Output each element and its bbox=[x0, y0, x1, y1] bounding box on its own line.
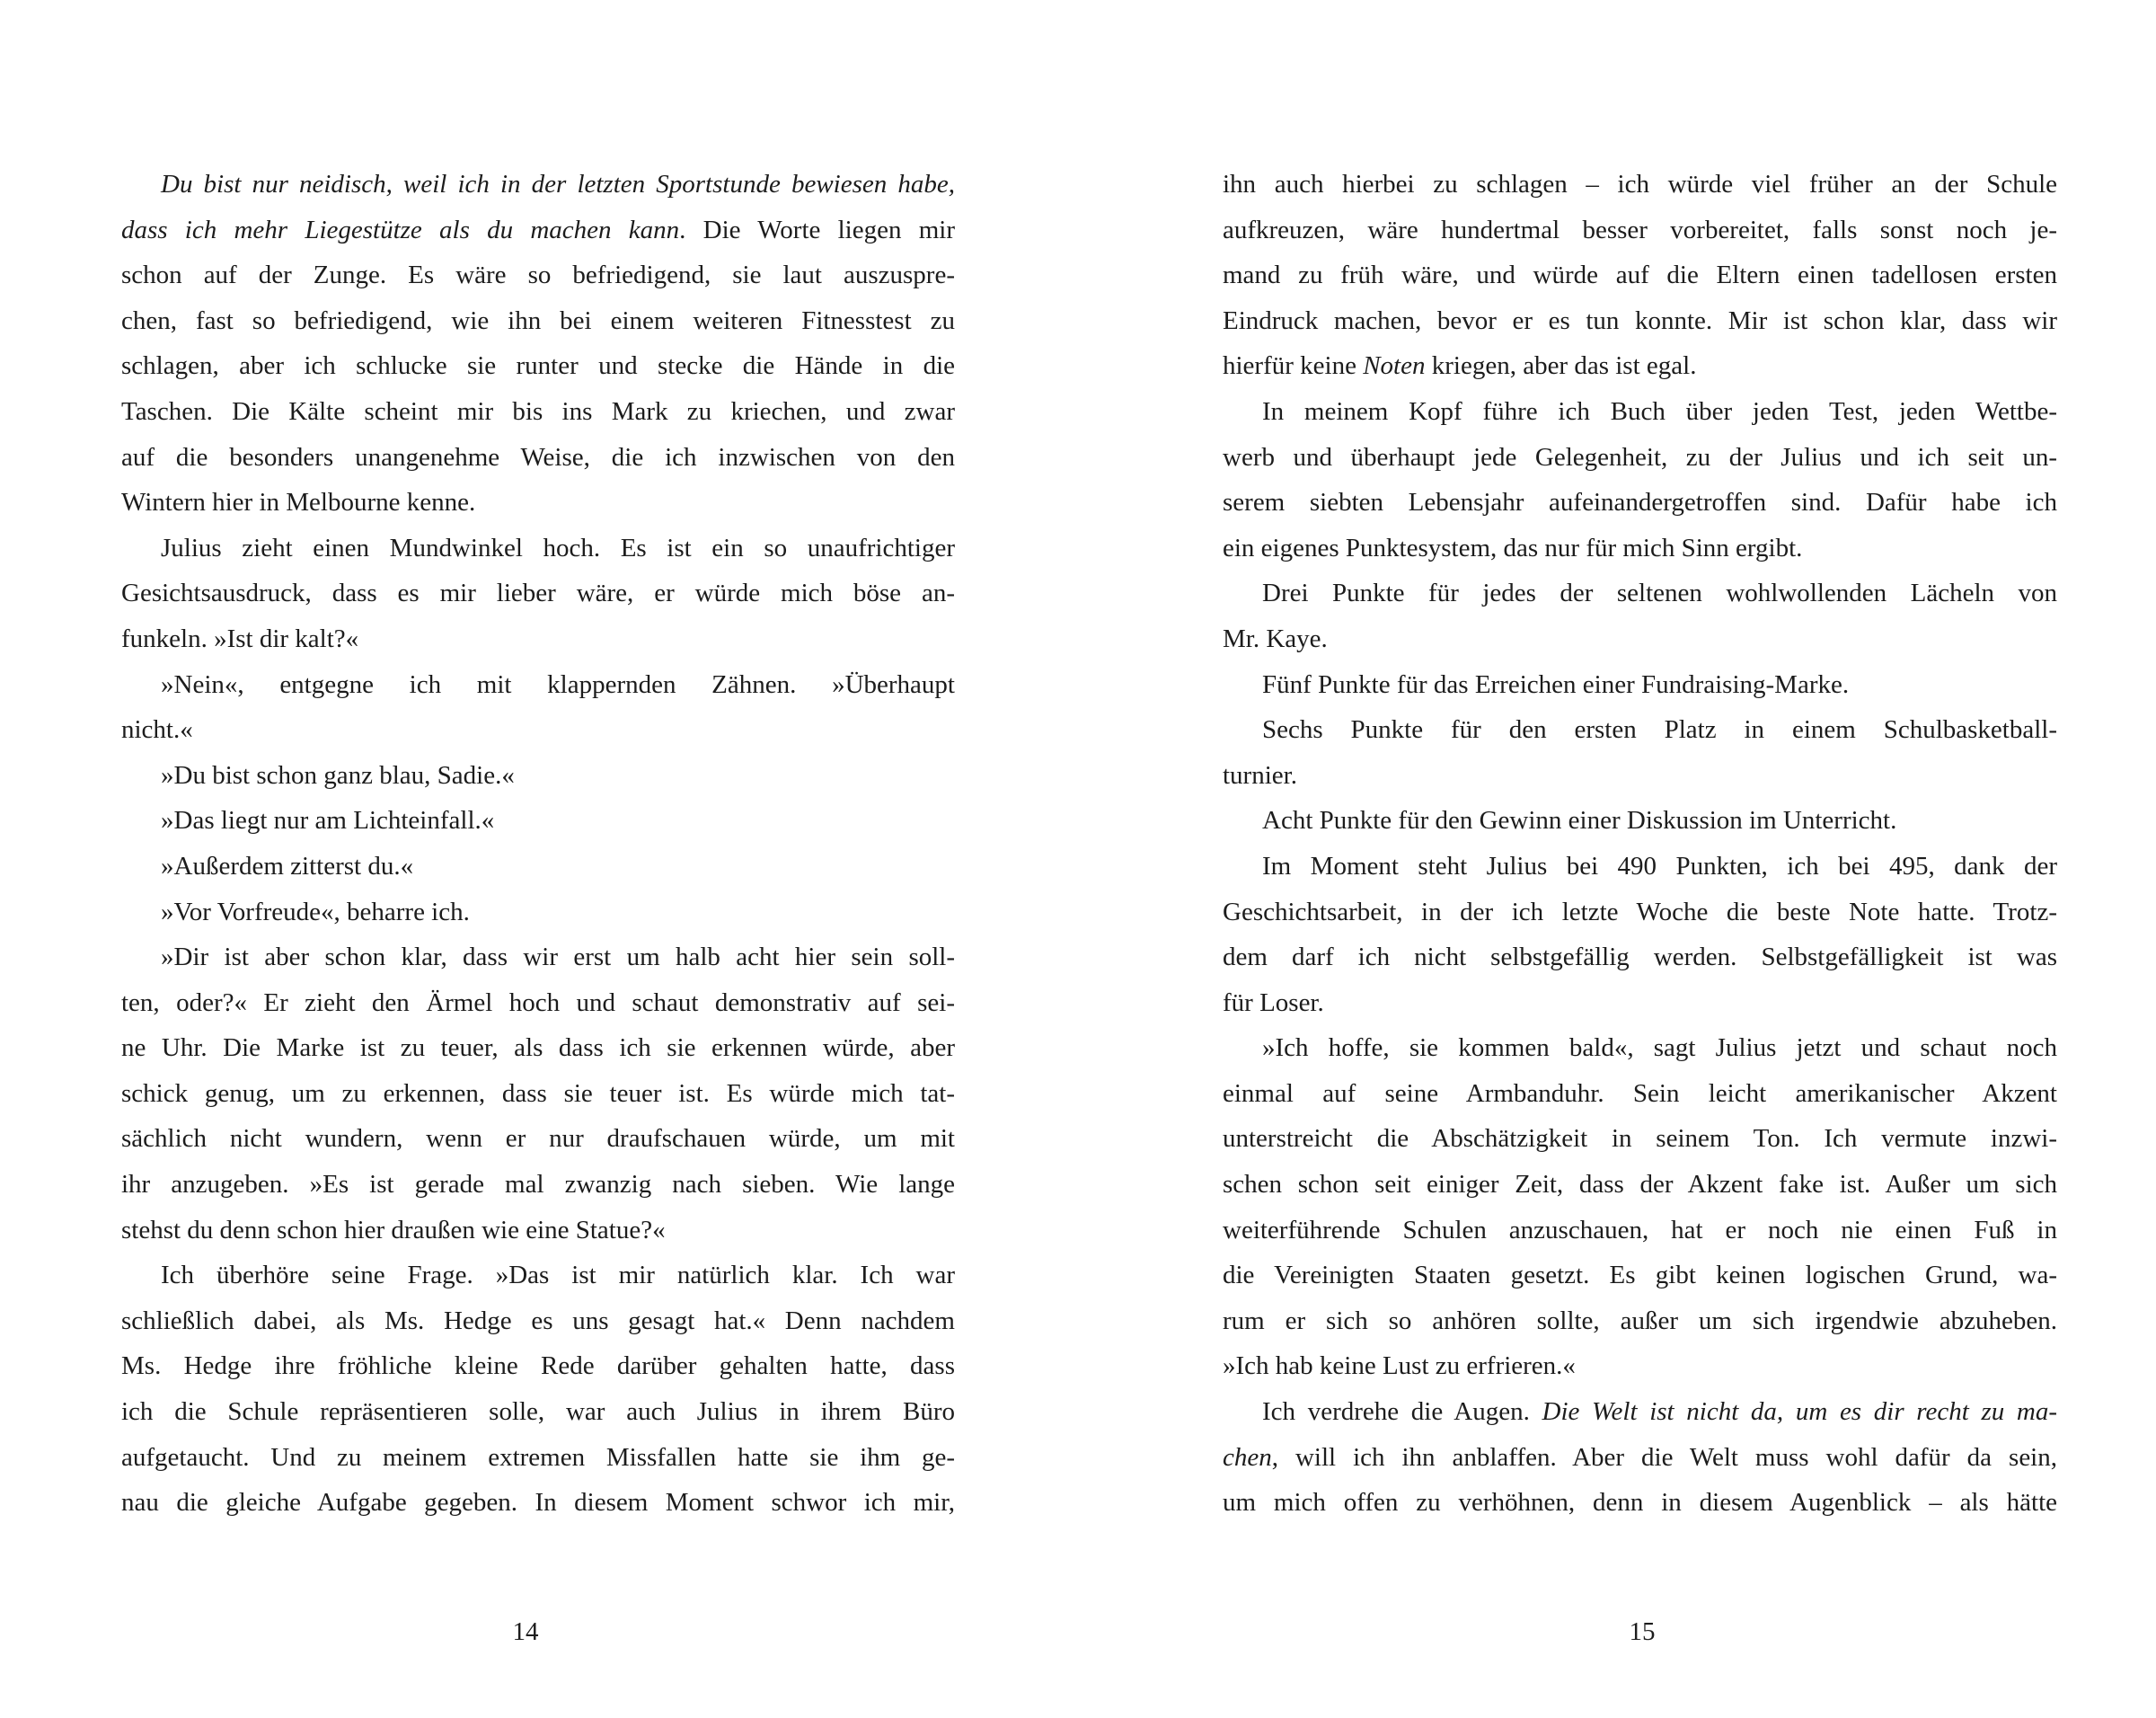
text-line bbox=[1223, 208, 2057, 253]
text-run: werb und überhaupt jede Gelegenheit, zu der Julius und ich seit un- bbox=[1223, 442, 2057, 472]
italic-text: Noten bbox=[1363, 351, 1426, 381]
text-line bbox=[1223, 616, 2057, 662]
text-line bbox=[1223, 571, 2057, 616]
text-run: mand zu früh wäre, und würde auf die Eltern einen tadellosen ersten bbox=[1223, 261, 2057, 290]
text-line bbox=[121, 934, 955, 980]
text-run: ihr anzugeben. »Es ist gerade mal zwanzig nach sieben. Wie lange bbox=[121, 1170, 955, 1200]
text-run: rum er sich so anhören sollte, außer um sich irgendwie abzuheben. bbox=[1223, 1306, 2057, 1335]
text-run: einmal auf seine Armbanduhr. Sein leicht amerikanischer Akzent bbox=[1223, 1078, 2057, 1108]
right-page-text bbox=[1223, 162, 2057, 1526]
text-line bbox=[1223, 298, 2057, 344]
text-line bbox=[121, 1025, 955, 1071]
text-run: , will ich ihn anblaffen. Aber die Welt muss wohl dafür da sein, bbox=[1271, 1442, 2057, 1472]
text-line bbox=[121, 890, 955, 935]
text-run: Sechs Punkte für den ersten Platz in einem Schulbasketball- bbox=[1262, 715, 2057, 745]
text-line bbox=[1223, 1480, 2057, 1526]
left-page-text bbox=[121, 162, 955, 1526]
text-run: schlagen, aber ich schlucke sie runter und stecke die Hände in die bbox=[121, 351, 955, 381]
text-line bbox=[121, 1480, 955, 1526]
text-line bbox=[121, 1208, 955, 1253]
text-run: funkeln. »Ist dir kalt?« bbox=[121, 624, 359, 653]
text-run: aufkreuzen, wäre hundertmal besser vorbereitet, falls sonst noch je- bbox=[1223, 215, 2057, 244]
text-run: stehst du denn schon hier draußen wie eine Statue?« bbox=[121, 1215, 666, 1244]
text-line bbox=[1223, 1435, 2057, 1481]
text-run: »Dir ist aber schon klar, dass wir erst um halb acht hier sein soll- bbox=[161, 943, 955, 972]
text-run: ten, oder?« Er zieht den Ärmel hoch und schaut demonstrativ auf sei- bbox=[121, 987, 955, 1017]
text-line bbox=[1223, 1343, 2057, 1389]
text-line bbox=[121, 162, 955, 208]
text-line bbox=[1223, 798, 2057, 844]
text-run: kriegen, aber das ist egal. bbox=[1425, 351, 1697, 381]
text-run: ihn auch hierbei zu schlagen – ich würde viel früher an der Schule bbox=[1223, 170, 2057, 199]
text-line bbox=[1223, 1298, 2057, 1344]
text-run: Ich überhöre seine Frage. »Das ist mir natürlich klar. Ich war bbox=[161, 1261, 955, 1290]
text-run: Taschen. Die Kälte scheint mir bis ins Mark zu kriechen, und zwar bbox=[121, 396, 955, 426]
text-line bbox=[121, 389, 955, 435]
text-run: »Ich hab keine Lust zu erfrieren.« bbox=[1223, 1351, 1576, 1381]
text-line bbox=[1223, 890, 2057, 935]
text-line bbox=[121, 662, 955, 708]
text-line bbox=[1223, 1025, 2057, 1071]
text-line bbox=[1223, 1208, 2057, 1253]
text-run: Gesichtsausdruck, dass es mir lieber wäre, er würde mich böse an- bbox=[121, 579, 955, 608]
text-run: Ich verdrehe die Augen. bbox=[1262, 1397, 1542, 1427]
text-line bbox=[121, 571, 955, 616]
text-run: Fünf Punkte für das Erreichen einer Fundraising-Marke. bbox=[1262, 669, 1850, 699]
text-run: Drei Punkte für jedes der seltenen wohlwollenden Lächeln von bbox=[1262, 579, 2057, 608]
text-line bbox=[121, 1343, 955, 1389]
text-line bbox=[121, 753, 955, 799]
text-line bbox=[121, 1298, 955, 1344]
text-run: »Du bist schon ganz blau, Sadie.« bbox=[161, 760, 515, 790]
text-run: Acht Punkte für den Gewinn einer Diskussion im Unterricht. bbox=[1262, 806, 1897, 836]
text-run: »Ich hoffe, sie kommen bald«, sagt Julius jetzt und schaut noch bbox=[1262, 1033, 2057, 1063]
text-run: nicht.« bbox=[121, 715, 193, 745]
text-line bbox=[1223, 1071, 2057, 1117]
text-run: schen schon seit einiger Zeit, dass der Akzent fake ist. Außer um sich bbox=[1223, 1170, 2057, 1200]
text-line bbox=[121, 526, 955, 571]
text-run: »Vor Vorfreude«, beharre ich. bbox=[161, 897, 470, 926]
text-line bbox=[121, 208, 955, 253]
text-line bbox=[121, 616, 955, 662]
text-line bbox=[121, 980, 955, 1026]
text-line bbox=[121, 707, 955, 753]
text-line bbox=[1223, 844, 2057, 890]
text-run: »Das liegt nur am Lichteinfall.« bbox=[161, 806, 495, 836]
text-line bbox=[1223, 435, 2057, 481]
text-run: serem siebten Lebensjahr aufeinandergetroffen sind. Dafür habe ich bbox=[1223, 488, 2057, 518]
text-run: schon auf der Zunge. Es wäre so befriedigend, sie laut auszuspre- bbox=[121, 261, 955, 290]
text-run: ich die Schule repräsentieren solle, war auch Julius in ihrem Büro bbox=[121, 1397, 955, 1427]
text-line bbox=[121, 1116, 955, 1162]
text-line bbox=[121, 298, 955, 344]
page-number-left: 14 bbox=[512, 1617, 539, 1646]
text-run: Eindruck machen, bevor er es tun konnte. Mir ist schon klar, dass wir bbox=[1223, 306, 2057, 335]
text-line bbox=[1223, 526, 2057, 571]
text-line bbox=[1223, 162, 2057, 208]
text-run: sächlich nicht wundern, wenn er nur draufschauen würde, um mit bbox=[121, 1124, 955, 1154]
text-line bbox=[1223, 934, 2057, 980]
text-line bbox=[1223, 252, 2057, 298]
text-run: Ms. Hedge ihre fröhliche kleine Rede darüber gehalten hatte, dass bbox=[121, 1351, 955, 1381]
text-run: schick genug, um zu erkennen, dass sie teuer ist. Es würde mich tat- bbox=[121, 1078, 955, 1108]
text-line bbox=[121, 435, 955, 481]
text-run: Mr. Kaye. bbox=[1223, 624, 1328, 653]
text-run: unterstreicht die Abschätzigkeit in seinem Ton. Ich vermute inzwi- bbox=[1223, 1124, 2057, 1154]
text-line bbox=[121, 343, 955, 389]
text-run: ein eigenes Punktesystem, das nur für mich Sinn ergibt. bbox=[1223, 533, 1803, 562]
text-line bbox=[1223, 707, 2057, 753]
text-run: die Vereinigten Staaten gesetzt. Es gibt keinen logischen Grund, wa- bbox=[1223, 1261, 2057, 1290]
text-line bbox=[121, 480, 955, 526]
text-line bbox=[1223, 343, 2057, 389]
text-line bbox=[121, 252, 955, 298]
text-run: Wintern hier in Melbourne kenne. bbox=[121, 488, 476, 518]
text-line bbox=[121, 1435, 955, 1481]
text-line bbox=[1223, 662, 2057, 708]
text-run: Geschichtsarbeit, in der ich letzte Woche die beste Note hatte. Trotz- bbox=[1223, 897, 2057, 926]
italic-text: Die Welt ist nicht da, um es dir recht zu ma- bbox=[1542, 1397, 2057, 1427]
text-line bbox=[1223, 389, 2057, 435]
text-run: aufgetaucht. Und zu meinem extremen Missfallen hatte sie ihm ge- bbox=[121, 1442, 955, 1472]
text-run: für Loser. bbox=[1223, 987, 1324, 1017]
text-line bbox=[1223, 1253, 2057, 1298]
text-run: hierfür keine bbox=[1223, 351, 1364, 381]
text-run: schließlich dabei, als Ms. Hedge es uns gesagt hat.« Denn nachdem bbox=[121, 1306, 955, 1335]
text-run: chen, fast so befriedigend, wie ihn bei einem weiteren Fitnesstest zu bbox=[121, 306, 955, 335]
text-run: In meinem Kopf führe ich Buch über jeden Test, jeden Wettbe- bbox=[1262, 396, 2057, 426]
text-line bbox=[121, 1389, 955, 1435]
text-run: »Nein«, entgegne ich mit klappernden Zähnen. »Überhaupt bbox=[161, 669, 955, 699]
text-line bbox=[1223, 1389, 2057, 1435]
text-run: nau die gleiche Aufgabe gegeben. In diesem Moment schwor ich mir, bbox=[121, 1488, 955, 1518]
text-run: um mich offen zu verhöhnen, denn in diesem Augenblick – als hätte bbox=[1223, 1488, 2057, 1518]
text-line bbox=[1223, 1162, 2057, 1208]
text-line bbox=[121, 1253, 955, 1298]
text-run: weiterführende Schulen anzuschauen, hat er noch nie einen Fuß in bbox=[1223, 1215, 2057, 1244]
text-line bbox=[1223, 480, 2057, 526]
text-line bbox=[121, 1162, 955, 1208]
text-run: . Die Worte liegen mir bbox=[679, 215, 955, 244]
text-line bbox=[1223, 1116, 2057, 1162]
italic-text: dass ich mehr Liegestütze als du machen kann bbox=[121, 215, 680, 244]
text-run: turnier. bbox=[1223, 760, 1297, 790]
text-line bbox=[1223, 753, 2057, 799]
text-run: Im Moment steht Julius bei 490 Punkten, ich bei 495, dank der bbox=[1262, 851, 2057, 881]
text-line bbox=[121, 1071, 955, 1117]
text-line bbox=[121, 844, 955, 890]
text-line bbox=[1223, 980, 2057, 1026]
text-run: ne Uhr. Die Marke ist zu teuer, als dass ich sie erkennen würde, aber bbox=[121, 1033, 955, 1063]
text-run: auf die besonders unangenehme Weise, die ich inzwischen von den bbox=[121, 442, 955, 472]
italic-text: Du bist nur neidisch, weil ich in der letzten Sportstunde bewiesen habe, bbox=[161, 170, 955, 199]
text-run: »Außerdem zitterst du.« bbox=[161, 851, 414, 881]
text-run: Julius zieht einen Mundwinkel hoch. Es ist ein so unaufrichtiger bbox=[161, 533, 955, 562]
italic-text: chen bbox=[1223, 1442, 1272, 1472]
text-line bbox=[121, 798, 955, 844]
text-run: dem darf ich nicht selbstgefällig werden. Selbstgefälligkeit ist was bbox=[1223, 943, 2057, 972]
page-number-right: 15 bbox=[1629, 1617, 1656, 1646]
